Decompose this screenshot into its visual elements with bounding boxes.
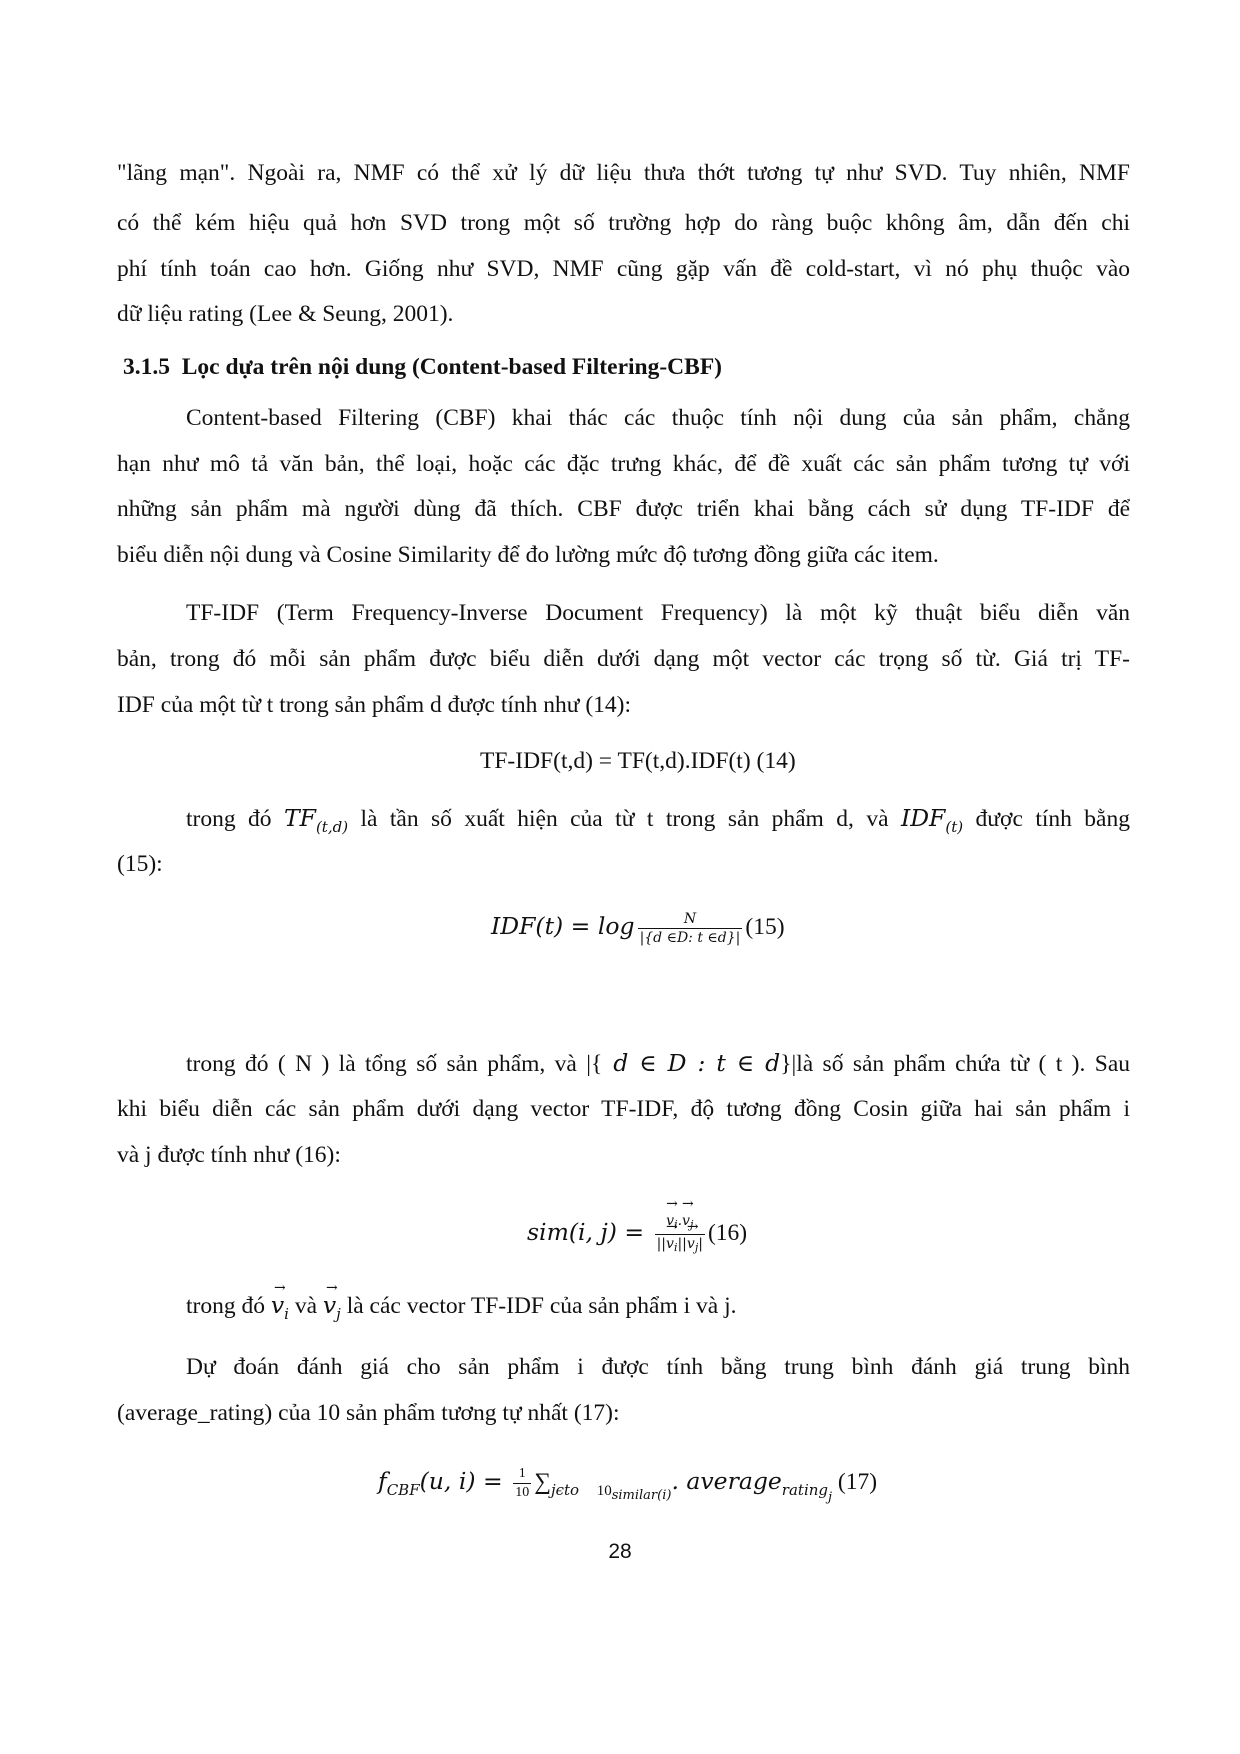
equation-15: IDF(t) = log $\frac{N}{|\{d \in D: t \in d\}|}$ (15) (491, 911, 785, 946)
equation-16: sim(i, j) = → $\frac{v_i.\to v_j}{||\to v_i||\to v_j|}$ (16) (527, 1212, 747, 1257)
paragraph-line: TF-IDF (Term Frequency-Inverse Document Frequency) là một kỹ thuật biểu diễn văn (186, 600, 1130, 626)
fraction: $\frac{1}{10}$ (515, 1466, 530, 1500)
vector-vi: → $v_i$ (271, 1290, 289, 1329)
paragraph-line: (15): (117, 851, 163, 877)
section-title: Lọc dựa trên nội dung (Content-based Filtering-CBF) (181, 354, 722, 380)
paragraph-line: IDF của một từ t trong sản phẩm d được tính như (14): (117, 692, 632, 718)
paragraph-line: bản, trong đó mỗi sản phẩm được biểu diễn dưới dạng một vector các trọng số từ. Giá trị TF- (117, 646, 1130, 672)
paragraph-line: dữ liệu rating (Lee & Seung, 2001). (117, 301, 454, 327)
vector-vj: → $v_j$ (323, 1290, 341, 1329)
tf-symbol: $TF_{(t,d)}$ (283, 804, 349, 836)
paragraph-line: Dự đoán đánh giá cho sản phẩm i được tính bằng trung bình đánh giá trung bình (186, 1354, 1130, 1380)
paragraph-line: những sản phẩm mà người dùng đã thích. CBF được triển khai bằng cách sử dụng TF-IDF để (117, 496, 1130, 522)
equation-14: TF-IDF(t,d) = TF(t,d).IDF(t) (14) (480, 748, 796, 774)
paragraph-line: và j được tính như (16): (117, 1142, 341, 1168)
paragraph-line: khi biểu diễn các sản phẩm dưới dạng vector TF-IDF, độ tương đồng Cosin giữa hai sản phẩm i (117, 1096, 1130, 1122)
paragraph-line: phí tính toán cao hơn. Giống như SVD, NMF cũng gặp vấn đề cold-start, vì nó phụ thuộc vào (117, 256, 1130, 282)
paragraph-line-tf: trong đó $TF_{(t,d)}$ là tần số xuất hiện của từ t trong sản phẩm d, và $IDF_{(t)}$ được tính bằng (186, 804, 1130, 836)
equation-17: $f_{CBF}(u$, i) = $\frac{1}{10}$ $\sum_{j\epsilon to}$ $_{10similar(i)}$. average$_{ratingj}$ (17) (378, 1466, 878, 1505)
section-number: 3.1.5 (123, 354, 170, 380)
fraction: $\frac{N}{|\{d \in D: t \in d\}|}$ (639, 911, 741, 946)
paragraph-line: hạn như mô tả văn bản, thể loại, hoặc các đặc trưng khác, để đề xuất các sản phẩm tương tự với (117, 451, 1130, 477)
paragraph-line-n: trong đó ( N ) là tổng số sản phẩm, và |{ d ∈ D : t ∈ d}|là số sản phẩm chứa từ ( t ). Sau (186, 1049, 1131, 1077)
paragraph-line: Content-based Filtering (CBF) khai thác các thuộc tính nội dung của sản phẩm, chẳng (186, 405, 1130, 431)
fraction: → $\frac{v_i.\to v_j}{||\to v_i||\to v_j|}$ (655, 1212, 705, 1257)
section-heading (123, 352, 722, 382)
paragraph-line: (average_rating) của 10 sản phẩm tương tự nhất (17): (117, 1400, 620, 1426)
page-number: 28 (608, 1540, 632, 1563)
paragraph-line: biểu diễn nội dung và Cosine Similarity để đo lường mức độ tương đồng giữa các item. (117, 542, 939, 568)
paragraph-line-vec: trong đó → $v_i$ và → $v_j$ là các vector TF-IDF của sản phẩm i và j. (186, 1290, 1130, 1329)
paragraph-line: có thể kém hiệu quả hơn SVD trong một số trường hợp do ràng buộc không âm, dẫn đến chi (117, 210, 1130, 236)
paragraph-line: "lãng mạn". Ngoài ra, NMF có thể xử lý dữ liệu thưa thớt tương tự như SVD. Tuy nhiên, NMF (117, 160, 1130, 186)
idf-symbol: $IDF_{(t)}$ (900, 804, 964, 836)
